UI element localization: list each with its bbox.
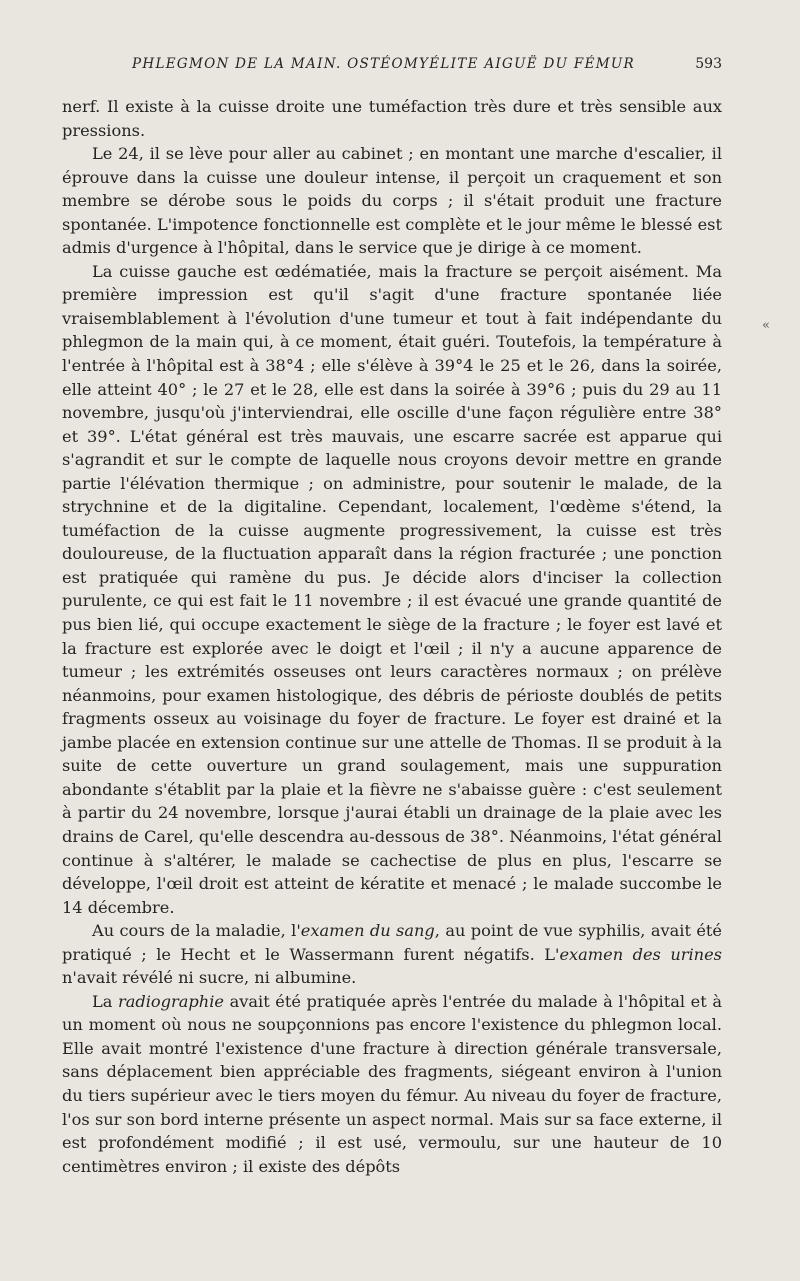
italic-term: examen des urines — [559, 944, 722, 964]
paragraph: Le 24, il se lève pour aller au cabinet ; en montant une marche d'escalier, il éprouve dans la cuisse une douleur intense, il perçoit un craquement et son membre se dérobe sous le poids du corps ; il s'était produit une fracture spontanée. L'impotence fonctionnelle est complète et le jour même le blessé est admis d'urgence à l'hôpital, dans le service que je dirige à ce moment. — [62, 144, 722, 258]
text-run: Au cours de la maladie, l' — [92, 921, 301, 941]
text-run: , au point de vue syphilis, avait été pratiqué ; le Hecht et le Wassermann furent négatifs. L' — [62, 921, 722, 964]
text-run: n'avait révélé ni sucre, ni albumine. — [62, 968, 357, 988]
running-title: PHLEGMON DE LA MAIN. OSTÉOMYÉLITE AIGUË DU FÉMUR — [132, 56, 636, 72]
text-run: La — [92, 991, 118, 1011]
paragraph — [62, 990, 722, 1178]
body-text — [62, 95, 722, 1178]
running-header — [62, 56, 722, 78]
paragraph: nerf. Il existe à la cuisse droite une tuméfaction très dure et très sensible aux pressions. — [62, 97, 722, 140]
text-run: avait été pratiquée après l'entrée du malade à l'hôpital et à un moment où nous ne soupçonnions pas encore l'existence du phlegmon local. Elle avait montré l'existence d'une fracture à direction générale transversale, sans déplacement bien appréciable des fragments, siégeant environ à l'union du tiers supérieur avec le tiers moyen du fémur. Au niveau du foyer de fracture, l'os sur son bord interne présente un aspect normal. Mais sur sa face externe, il est profondément modifié ; il est usé, vermoulu, sur une hauteur de 10 centimètres environ ; il existe des dépôts — [62, 991, 722, 1176]
italic-term: radiographie — [118, 991, 224, 1011]
page-number: 593 — [695, 56, 722, 72]
margin-mark: « — [762, 318, 770, 333]
italic-term: examen du sang — [300, 921, 435, 941]
paragraph — [62, 919, 722, 990]
paragraph: La cuisse gauche est œdématiée, mais la fracture se perçoit aisément. Ma première impression est qu'il s'agit d'une fracture spontanée liée vraisemblablement à l'évolution d'une tumeur et tout à fait indépendante du phlegmon de la main qui, à ce moment, était guéri. Toutefois, la température à l'entrée à l'hôpital est à 38°4 ; elle s'élève à 39°4 le 25 et le 26, dans la soirée, elle atteint 40° ; le 27 et le 28, elle est dans la soirée à 39°6 ; puis du 29 au 11 novembre, jusqu'où j'interviendrai, elle oscille d'une façon régulière entre 38° et 39°. L'état général est très mauvais, une escarre sacrée est apparue qui s'agrandit et sur le compte de laquelle nous croyons devoir mettre en grande partie l'élévation thermique ; on administre, pour soutenir le malade, de la strychnine et de la digitaline. Cependant, localement, l'œdème s'étend, la tuméfaction de la cuisse augmente progressivement, la cuisse est très douloureuse, de la fluctuation apparaît dans la région fracturée ; une ponction est pratiquée qui ramène du pus. Je décide alors d'inciser la collection purulente, ce qui est fait le 11 novembre ; il est évacué une grande quantité de pus bien lié, qui occupe exactement le siège de la fracture ; le foyer est lavé et la fracture est explorée avec le doigt et l'œil ; il n'y a aucune apparence de tumeur ; les extrémités osseuses ont leurs caractères normaux ; on prélève néanmoins, pour examen histologique, des débris de périoste doublés de petits fragments osseux au voisinage du foyer de fracture. Le foyer est drainé et la jambe placée en extension continue sur une attelle de Thomas. Il se produit à la suite de cette ouverture un grand soulagement, mais une suppuration abondante s'établit par la plaie et la fièvre ne s'abaisse guère : c'est seulement à partir du 24 novembre, lorsque j'aurai établi un drainage de la plaie avec les drains de Carel, qu'elle descendra au-dessous de 38°. Néanmoins, l'état général continue à s'altérer, le malade se cachectise de plus en plus, l'escarre se développe, l'œil droit est atteint de kératite et menacé ; le malade succombe le 14 décembre. — [62, 261, 722, 917]
